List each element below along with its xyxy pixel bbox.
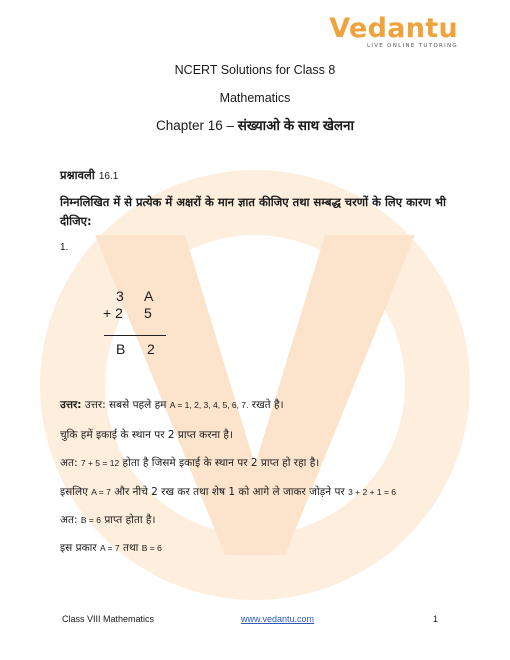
answer-l4-math2: 3 + 2 + 1 = 6 — [348, 487, 397, 497]
answer-l1-end: रखते है। — [251, 399, 284, 411]
sum-row1-digit: 3 — [116, 288, 124, 304]
answer-line-2: चुकि हमें इकाई के स्थान पर 2 प्राप्त करना है। — [60, 429, 233, 441]
answer-l6-pre: इस प्रकार — [60, 542, 97, 554]
exercise-label: प्रश्नावली — [60, 168, 95, 182]
footer-class-label: Class VIII Mathematics — [62, 614, 155, 624]
answer-line-4 — [60, 485, 396, 499]
chapter-prefix: Chapter 16 – — [155, 118, 238, 133]
question-number: 1. — [60, 242, 69, 253]
answer-l4-math: A = 7 — [91, 487, 111, 497]
exercise-instruction: निम्नलिखित में से प्रत्येक में अक्षरों के मान ज्ञात कीजिए तथा सम्बद्ध चरणों के लिए कारण भी दीजिए: — [60, 195, 446, 228]
footer-website-link[interactable]: www.vedantu.com — [241, 614, 315, 624]
footer-page-number: 1 — [433, 614, 439, 624]
answer-line-6 — [60, 541, 162, 555]
doc-title: NCERT Solutions for Class 8 — [174, 63, 336, 77]
answer-line-5 — [60, 513, 155, 527]
answer-l3-math: 7 + 5 = 12 — [80, 458, 120, 468]
sum-result-digit: 2 — [147, 341, 155, 357]
vedantu-logo — [329, 14, 458, 49]
chapter-heading — [0, 116, 510, 134]
answer-l3-text: होता है जिसमे इकाई के स्थान पर 2 प्राप्त हो रहा है। — [122, 457, 320, 469]
sum-row1-letter: A — [144, 288, 154, 304]
answer-line-3 — [60, 456, 319, 470]
answer-l5-text: प्राप्त होता है। — [104, 514, 156, 526]
answer-label: उत्तर: — [60, 399, 82, 411]
sum-rule — [104, 335, 166, 336]
answer-l6-math: A = 7 — [100, 543, 120, 553]
answer-l3-pre: अत: — [60, 457, 78, 469]
logo-tagline: LIVE ONLINE TUTORING — [366, 43, 458, 49]
answer-l5-pre: अत: — [60, 514, 78, 526]
answer-l4-pre: इसलिए — [60, 486, 88, 498]
logo-wordmark: Vedantu — [329, 13, 458, 44]
doc-subject: Mathematics — [219, 91, 291, 105]
chapter-title: संख्याओ के साथ खेलना — [237, 118, 355, 133]
exercise-number: 16.1 — [98, 171, 119, 182]
sum-row2-addend: + 2 — [103, 305, 123, 321]
sum-row2-digit: 5 — [144, 305, 152, 321]
answer-l1-math: A = 1, 2, 3, 4, 5, 6, 7. — [169, 400, 249, 410]
answer-l5-math: B = 6 — [80, 515, 101, 525]
exercise-heading — [60, 168, 118, 183]
sum-result-letter: B — [116, 341, 126, 357]
answer-l6-mid: तथा — [122, 542, 139, 554]
answer-l4-text: और नीचे 2 रख कर तथा शेष 1 को आगे ले जाकर जोड़ने पर — [114, 486, 345, 498]
answer-line-1 — [60, 398, 284, 412]
answer-l1-text: उत्तर: सबसे पहले हम — [84, 399, 167, 411]
answer-l6-math2: B = 6 — [141, 543, 162, 553]
